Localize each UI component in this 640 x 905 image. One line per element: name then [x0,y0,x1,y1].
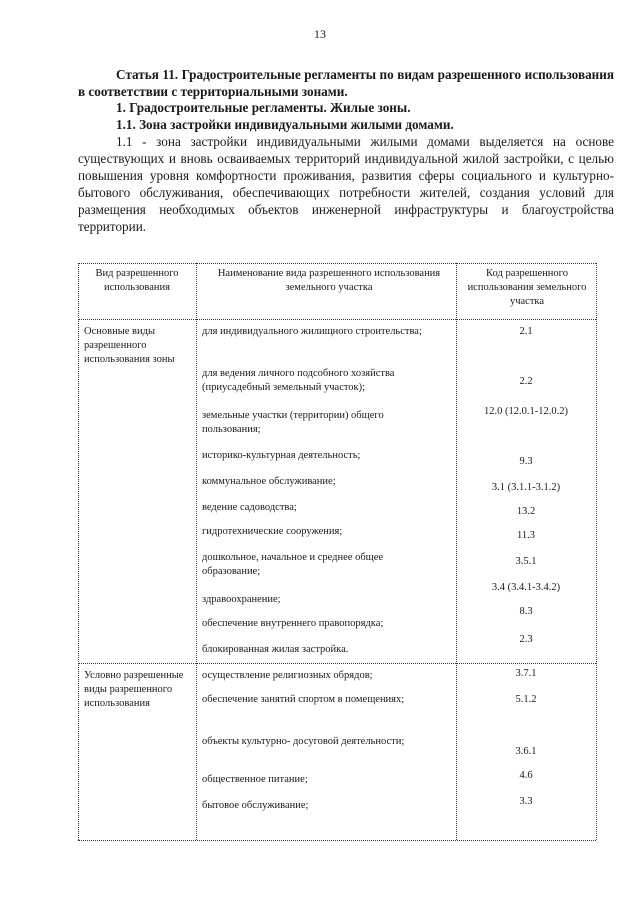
table-row-code: 4.6 [519,770,533,781]
table-row-name: ведение садоводства; [202,502,297,513]
group-label-main: Основные виды разрешенного использования зоны [84,326,175,365]
table-row-code: 3.4 (3.4.1-3.4.2) [491,582,561,593]
table-row-name: обеспечение занятий спортом в помещениях; [202,694,405,705]
article-heading: Статья 11. Градостроительные регламенты по видам разрешенного использования в соответствии с территориальными зонами. [78,67,614,99]
table-row-code: 2.1 [519,326,533,337]
table-border-right [596,263,597,840]
table-row-code: 3.7.1 [515,668,537,679]
table-row-code: 2.2 [519,376,533,387]
table-row-code: 13.2 [516,506,536,517]
table-row-name: для индивидуального жилищного строительства; [202,326,422,337]
table-row-code: 12.0 (12.0.1-12.0.2) [484,406,568,417]
table-row-name: дошкольное, начальное и среднее общее образование; [202,552,384,577]
table-row-code: 3.3 [519,796,533,807]
table-header-divider [78,319,596,320]
page-number: 13 [314,27,326,41]
table-border-bottom [78,840,596,841]
table-row-name: бытовое обслуживание; [202,800,309,811]
table-row-code: 3.5.1 [515,556,537,567]
header-use-name: Наименование вида разрешенного использования земельного участка [217,268,441,293]
header-use-type: Вид разрешенного использования [95,268,179,293]
table-row-name: блокированная жилая застройка. [202,644,349,655]
table-group-divider [78,663,596,664]
subsection-heading: 1.1. Зона застройки индивидуальными жилыми домами. [116,117,454,132]
table-divider-1 [196,263,197,840]
table-row-name: здравоохранение; [202,594,281,605]
land-use-table [78,263,596,840]
table-row-code: 5.1.2 [515,694,537,705]
table-row-name: гидротехнические сооружения; [202,526,343,537]
table-row-name: общественное питание; [202,774,308,785]
table-border-left [78,263,79,840]
table-row-code: 3.6.1 [515,746,537,757]
group-label-conditional: Условно разрешенные виды разрешенного использования [84,670,184,709]
section-heading: 1. Градостроительные регламенты. Жилые зоны. [116,100,411,115]
table-row-code: 3.1 (3.1.1-3.1.2) [491,482,561,493]
table-row-name: историко-культурная деятельность; [202,450,361,461]
zone-description-paragraph: 1.1 - зона застройки индивидуальными жилыми домами выделяется на основе существующих и вновь осваиваемых территорий индивидуальной жилой застройки, с целью повышения уровня комфортности проживания, развития сферы социального и культурно-бытового обслуживания, обеспечивающих потребности жителей, создания условий для размещения необходимых объектов инженерной инфраструктуры и благоустройства территории. [78,134,614,234]
table-row-name: осуществление религиозных обрядов; [202,670,373,681]
table-row-name: для ведения личного подсобного хозяйства (приусадебный земельный участок); [202,368,395,393]
table-row-code: 9.3 [519,456,533,467]
table-row-code: 2.3 [519,634,533,645]
table-row-code: 8.3 [519,606,533,617]
header-use-code: Код разрешенного использования земельного участка [467,268,587,307]
table-row-name: земельные участки (территории) общего пользования; [202,410,384,435]
table-row-code: 11.3 [517,530,535,541]
table-row-name: коммунальное обслуживание; [202,476,336,487]
table-border-top [78,263,596,264]
table-row-name: объекты культурно- досуговой деятельности; [202,736,405,747]
table-row-name: обеспечение внутреннего правопорядка; [202,618,384,629]
